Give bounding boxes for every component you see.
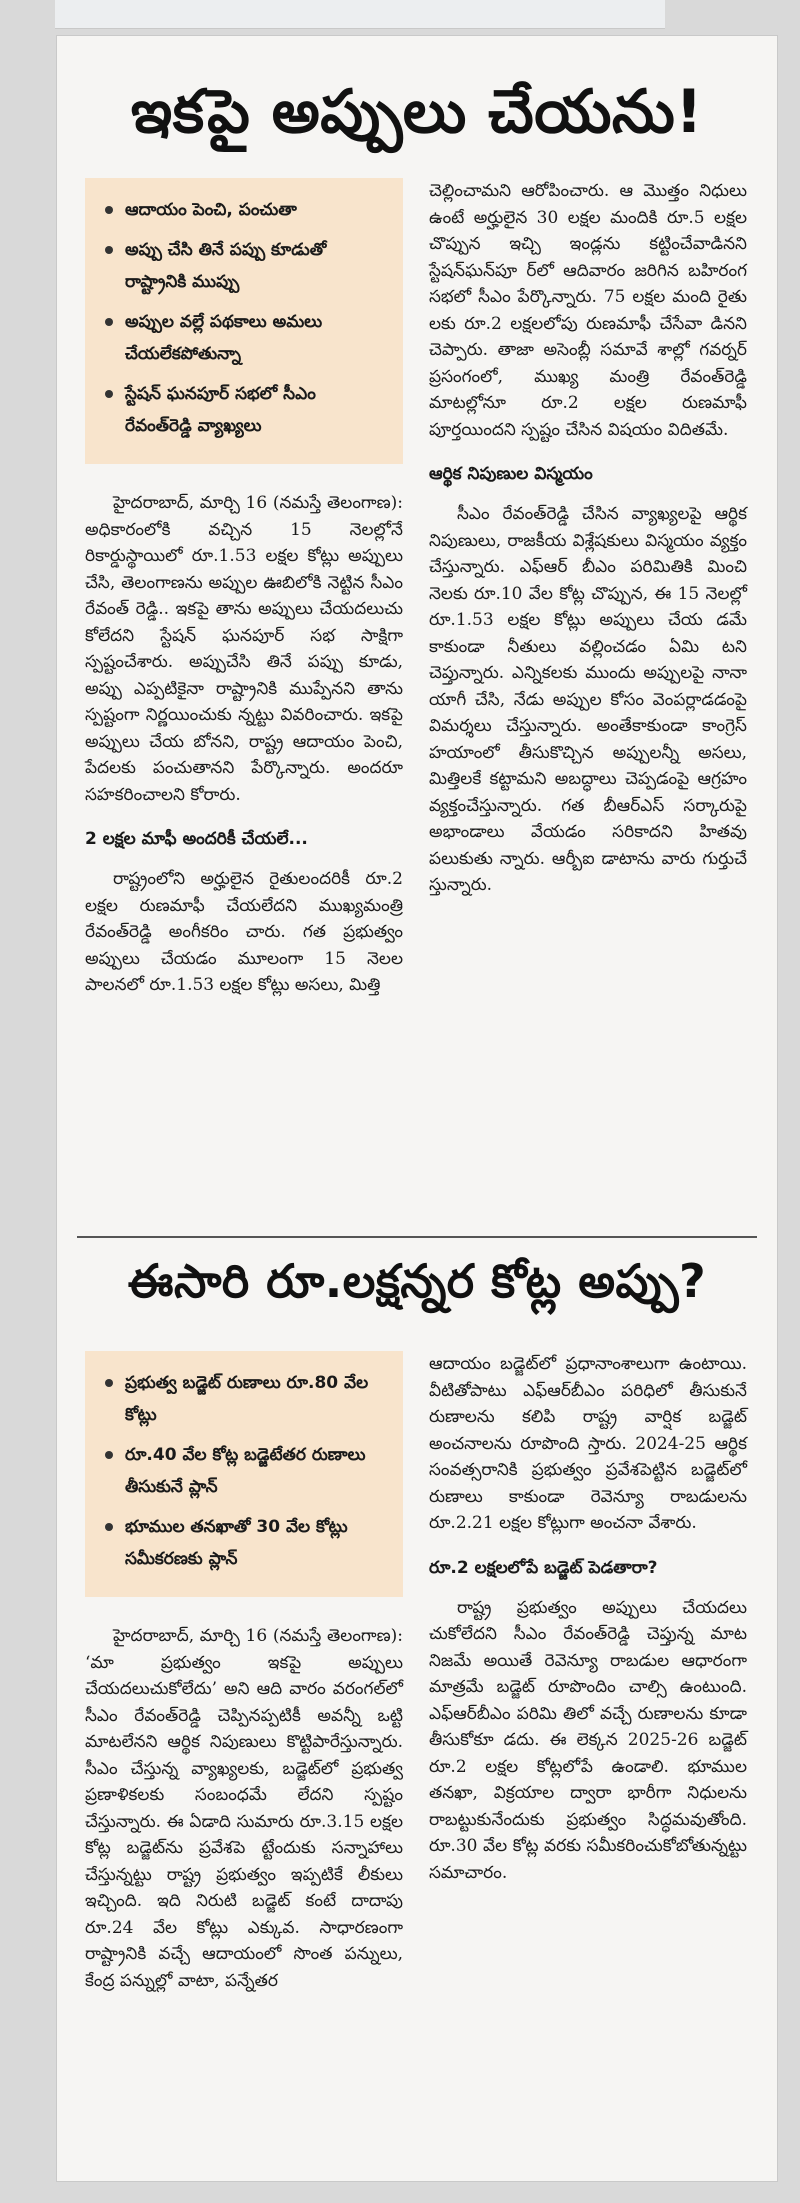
article2-paragraph-continued: ఆదాయం బడ్జెట్‌లో ప్రధానాంశాలుగా ఉంటాయి. వీటితోపాటు ఎఫ్ఆర్‌బీఎం పరిధిలో తీసుకునే రుణాలను కలిపి రాష్ట్ర వార్షిక బడ్జెట్ అంచనాలను రూపొంది స్తారు. 2024-25 ఆర్థిక సంవత్సరానికి ప్రభుత్వం ప్రవేశపెట్టిన బడ్జెట్‌లో రుణాలు కాకుండా రెవెన్యూ రాబడులను రూ.2.21 లక్షల కోట్లుగా అంచనా వేశారు. xyxy=(429,1354,747,1533)
article2-highlights-box xyxy=(85,1351,403,1597)
highlight-item: ప్రభుత్వ బడ్జెట్ రుణాలు రూ.80 వేల కోట్లు xyxy=(125,1367,385,1431)
article1-paragraph-2-continued: చెల్లించామని ఆరోపించారు. ఆ మొత్తం నిధులు ఉంటే అర్హులైన 30 లక్షల మందికి రూ.5 లక్షల చొప్పున ఇచ్చి ఇండ్లను కట్టించేవాడినని స్టేషన్‌ఘన్‌పూ ర్‌లో ఆదివారం జరిగిన బహిరంగ సభలో సీఎం పేర్కొన్నారు. 75 లక్షల మంది రైతు లకు రూ.2 లక్షలలోపు రుణమాఫీ చేసేవా డినని చెప్పారు. తాజా అసెంబ్లీ సమావే శాల్లో గవర్నర్ ప్రసంగంలో, ముఖ్య మంత్రి రేవంత్‌రెడ్డి మాటల్లోనూ రూ.2 లక్షల రుణమాఫీ పూర్తయిందని స్పష్టం చేసిన విషయం విదితమే. xyxy=(429,181,747,440)
article1-subhead-1: 2 లక్షల మాఫీ అందరికీ చేయలే... xyxy=(85,829,308,849)
article2-right-column xyxy=(429,1351,747,2151)
section-divider xyxy=(77,1236,757,1238)
article1-subhead-2: ఆర్థిక నిపుణుల విస్మయం xyxy=(429,464,593,484)
highlight-item: స్టేషన్ ఘనపూర్ సభలో సీఎం రేవంత్‌రెడ్డి వ్యాఖ్యలు xyxy=(125,378,385,442)
article1-highlights-box xyxy=(85,178,403,464)
highlight-item: అప్పు చేసి తినే పప్పు కూడుతో రాష్ట్రానికి ముప్పు xyxy=(125,234,385,298)
article1-headline: ఇకపై అప్పులు చేయను! xyxy=(130,77,704,147)
top-strip-right xyxy=(690,0,770,16)
article1-left-column xyxy=(85,178,403,1243)
article2-subhead-1: రూ.2 లక్షలలోపే బడ్జెట్ పెడతారా? xyxy=(429,1557,658,1578)
newspaper-page xyxy=(56,35,778,2182)
top-strip xyxy=(55,0,665,29)
article1-right-column xyxy=(429,178,747,1243)
highlight-item: రూ.40 వేల కోట్ల బడ్జెటేతర రుణాలు తీసుకునే ప్లాన్ xyxy=(125,1439,385,1503)
highlight-item: ఆదాయం పెంచి, పంచుతా xyxy=(125,194,385,226)
article2-headline: ఈసారి రూ.లక్షన్నర కోట్ల అప్పు? xyxy=(127,1254,707,1308)
highlight-item: అప్పుల వల్లే పథకాలు అమలు చేయలేకపోతున్నా xyxy=(125,306,385,370)
article1-paragraph-3: సీఎం రేవంత్‌రెడ్డి చేసిన వ్యాఖ్యలపై ఆర్థిక నిపుణులు, రాజకీయ విశ్లేషకులు విస్మయం వ్యక్తం చేస్తున్నారు. ఎఫ్ఆర్ బీఎం పరిమితికి మించి నెలకు రూ.10 వేల కోట్ల చొప్పున, ఈ 15 నెలల్లో రూ.1.53 లక్షల కోట్లు అప్పులు చేయ డమే కాకుండా నీతులు వల్లించడం ఏమి టని చెప్తున్నారు. ఎన్నికలకు ముందు అప్పులపై నానా యాగీ చేసి, నేడు అప్పుల కోసం వెంపర్లాడడంపై విమర్శలు చేస్తున్నారు. అంతేకాకుండా కాంగ్రెస్ హయాంలో తీసుకొచ్చిన అప్పులన్నీ అసలు, మిత్తిలకే కట్టామని అబద్ధాలు చెప్పడంపై ఆగ్రహం వ్యక్తంచేస్తున్నారు. గత బీఆర్ఎస్ సర్కారుపై అభాండాలు వేయడం సరికాదని హితవు పలుకుతు న్నారు. ఆర్బీఐ డాటాను వారు గుర్తుచే స్తున్నారు. xyxy=(429,504,747,895)
article2-paragraph: హైదరాబాద్, మార్చి 16 (నమస్తే తెలంగాణ): ‘మా ప్రభుత్వం ఇకపై అప్పులు చేయదలుచుకోలేదు’ అని ఆది వారం వరంగల్‌లో సీఎం రేవంత్‌రెడ్డి చెప్పినప్పటికీ అవన్నీ ఒట్టి మాటలేనని ఆర్థిక నిపుణులు కొట్టిపారేస్తున్నారు. సీఎం చేస్తున్న వ్యాఖ్యలకు, బడ్జెట్‌లో ప్రభుత్వ ప్రణాళికలకు సంబంధమే లేదని స్పష్టం చేస్తున్నారు. ఈ ఏడాది సుమారు రూ.3.15 లక్షల కోట్ల బడ్జెట్‌ను ప్రవేశపె ట్టేందుకు సన్నాహాలు చేస్తున్నట్టు రాష్ట్ర ప్రభుత్వం ఇప్పటికే లీకులు ఇచ్చింది. ఇది నిరుటి బడ్జెట్ కంటే దాదాపు రూ.24 వేల కోట్లు ఎక్కువ. సాధారణంగా రాష్ట్రానికి వచ్చే ఆదాయంలో సొంత పన్నులు, కేంద్ర పన్నుల్లో వాటా, పన్నేతర xyxy=(85,1626,403,1991)
article2-paragraph-2: రాష్ట్ర ప్రభుత్వం అప్పులు చేయదలు చుకోలేదని సీఎం రేవంత్‌రెడ్డి చెప్తున్న మాట నిజమే అయితే రెవెన్యూ రాబడుల ఆధారంగా మాత్రమే బడ్జెట్ రూపొందిం చాల్సి ఉంటుంది. ఎఫ్ఆర్‌బీఎం పరిమి తిలో వచ్చే రుణాలను కూడా తీసుకోకూ డదు. ఈ లెక్కన 2025-26 బడ్జెట్ రూ.2 లక్షల కోట్లలోపే ఉండాలి. భూముల తనఖా, విక్రయాల ద్వారా భారీగా నిధులను రాబట్టుకునేందుకు ప్రభుత్వం సిద్ధమవుతోంది. రూ.30 వేల కోట్ల వరకు సమీకరించుకోబోతున్నట్టు సమాచారం. xyxy=(429,1597,747,1883)
article2-left-column xyxy=(85,1351,403,2151)
article1-paragraph-2: రాష్ట్రంలోని అర్హులైన రైతులందరికీ రూ.2 లక్షల రుణమాఫీ చేయలేదని ముఖ్యమంత్రి రేవంత్‌రెడ్డి అంగీకరిం చారు. గత ప్రభుత్వం అప్పులు చేయడం మూలంగా 15 నెలల పాలనలో రూ.1.53 లక్షల కోట్లు అసలు, మిత్తి xyxy=(85,869,403,995)
article1-paragraph: హైదరాబాద్, మార్చి 16 (నమస్తే తెలంగాణ): అధికారంలోకి వచ్చిన 15 నెలల్లోనే రికార్డుస్థాయిలో రూ.1.53 లక్షల కోట్లు అప్పులు చేసి, తెలంగాణను అప్పుల ఊబిలోకి నెట్టిన సీఎం రేవంత్ రెడ్డి.. ఇకపై తాను అప్పులు చేయదలుచు కోలేదని స్టేషన్ ఘనపూర్ సభ సాక్షిగా స్పష్టంచేశారు. అప్పుచేసి తినే పప్పు కూడు, అప్పు ఎప్పటికైనా రాష్ట్రానికి ముప్పేనని తాను స్పష్టంగా నిర్ణయించుకు న్నట్టు వివరించారు. ఇకపై అప్పులు చేయ బోనని, రాష్ట్ర ఆదాయం పెంచి, పేదలకు పంచుతానని పేర్కొన్నారు. అందరూ సహకరించాలని కోరారు. xyxy=(85,493,403,805)
highlight-item: భూముల తనఖాతో 30 వేల కోట్లు సమీకరణకు ప్లాన్ xyxy=(125,1511,385,1575)
